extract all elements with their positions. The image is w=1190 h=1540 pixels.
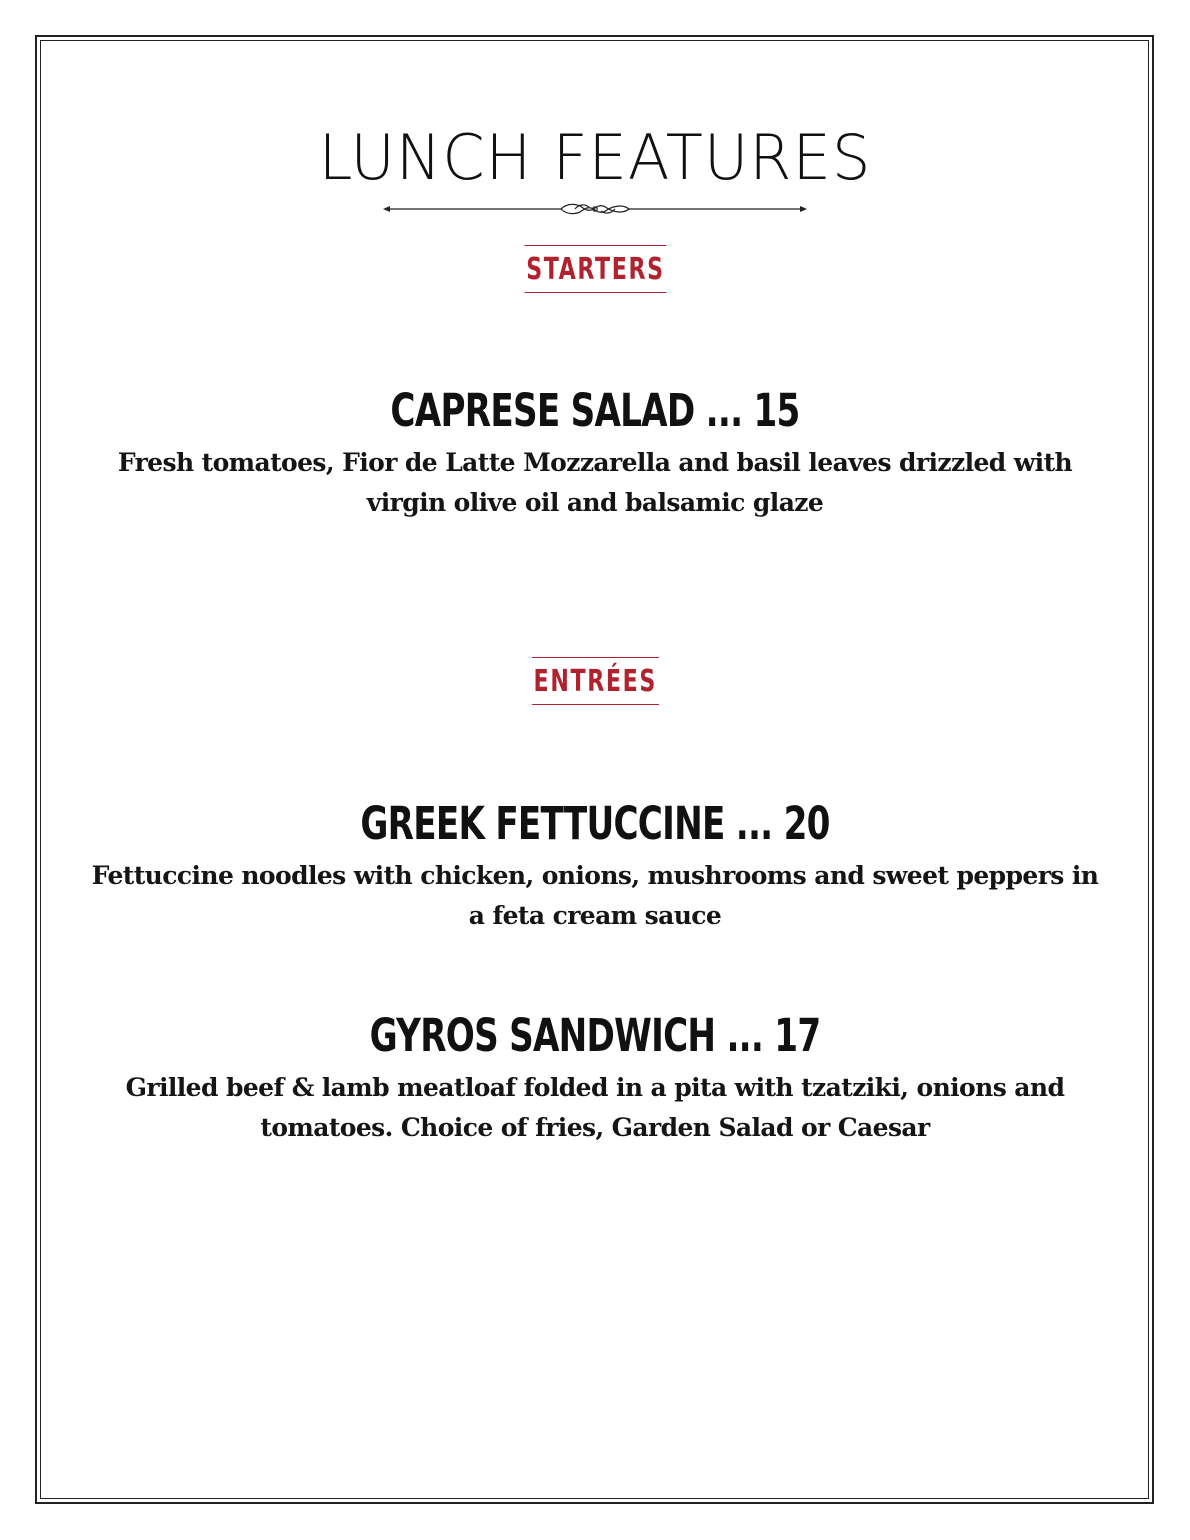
menu-item-title: GYROS SANDWICH ... 17 <box>369 1009 821 1062</box>
menu-item-title: CAPRESE SALAD ... 15 <box>390 384 800 437</box>
section-heading-entrees <box>0 657 1190 705</box>
ornamental-flourish-icon <box>383 200 807 218</box>
section-heading-label: ENTRÉES <box>532 657 659 705</box>
page-title: LUNCH FEATURES <box>318 121 872 194</box>
menu-item-description: Grilled beef & lamb meatloaf folded in a pita with tzatziki, onions and tomatoes. Choice of fries, Garden Salad or Caesar <box>125 1073 1065 1142</box>
menu-item-description: Fresh tomatoes, Fior de Latte Mozzarella and basil leaves drizzled with virgin olive oil and balsamic glaze <box>117 448 1073 517</box>
section-heading-starters <box>0 245 1190 293</box>
section-heading-label: STARTERS <box>524 245 666 293</box>
menu-item-title: GREEK FETTUCCINE ... 20 <box>360 797 830 850</box>
menu-item-description: Fettuccine noodles with chicken, onions, mushrooms and sweet peppers in a feta cream sauce <box>91 861 1099 930</box>
